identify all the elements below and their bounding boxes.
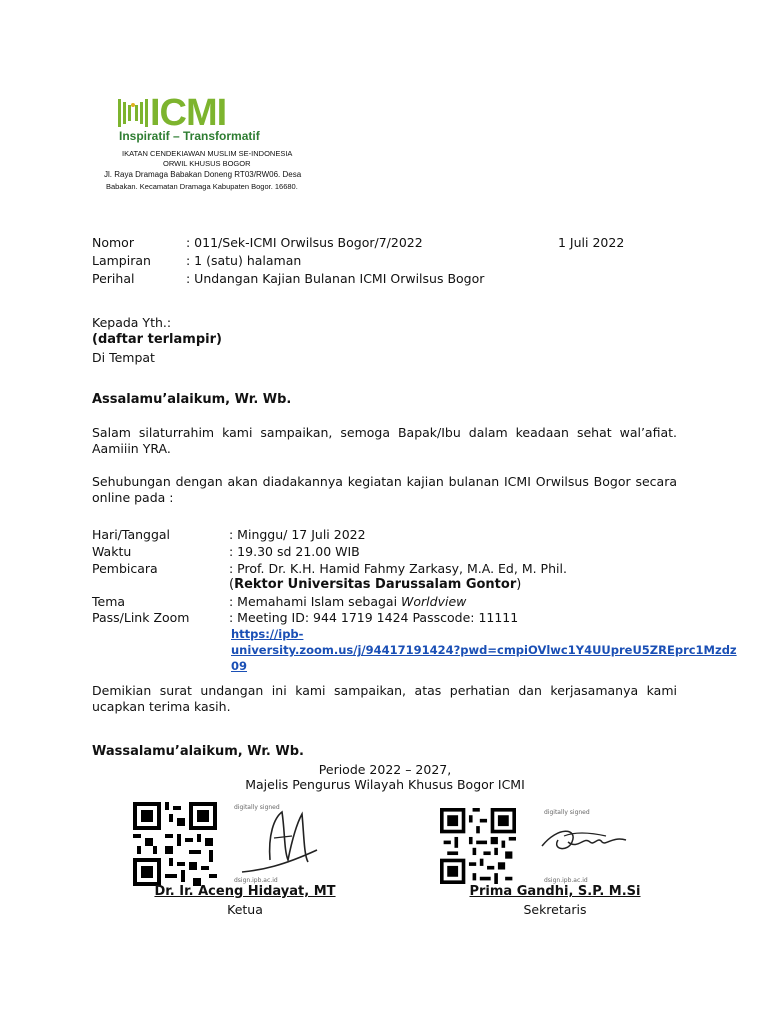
paragraph-intro: Sehubungan dengan akan diadakannya kegiatan kajian bulanan ICMI Orwilsus Bogor secara online pada :	[92, 474, 677, 505]
tema-label: Tema	[92, 594, 126, 609]
lampiran-label: Lampiran	[92, 253, 151, 268]
signer-role-ketua: Ketua	[227, 902, 263, 917]
qr-code-ketua	[133, 802, 217, 890]
recipient-list: (daftar terlampir)	[92, 332, 222, 347]
council-line: Majelis Pengurus Wilayah Khusus Bogor ICMI	[245, 777, 525, 792]
hari-value: : Minggu/ 17 Juli 2022	[229, 527, 366, 542]
zoom-link-line-3[interactable]: 09	[231, 659, 248, 673]
opening-greeting: Assalamu’alaikum, Wr. Wb.	[92, 392, 292, 407]
period-line: Periode 2022 – 2027,	[318, 762, 452, 777]
icmi-logo-text: ICMI	[150, 92, 227, 134]
org-branch: ORWIL KHUSUS BOGOR	[163, 159, 251, 168]
closing-greeting: Wassalamu’alaikum, Wr. Wb.	[92, 744, 304, 759]
recipient-place: Di Tempat	[92, 350, 155, 365]
pembicara-value: : Prof. Dr. K.H. Hamid Fahmy Zarkasy, M.A. Ed, M. Phil.	[229, 561, 567, 576]
paragraph-closing: Demikian surat undangan ini kami sampaikan, atas perhatian dan kerjasamanya kami ucapkan terima kasih.	[92, 683, 677, 714]
nomor-value: : 011/Sek-ICMI Orwilsus Bogor/7/2022	[186, 235, 423, 250]
hari-label: Hari/Tanggal	[92, 527, 171, 542]
stamp-top-sekretaris: digitally signed	[544, 809, 590, 816]
signer-name-ketua: Dr. Ir. Aceng Hidayat, MT	[154, 884, 336, 899]
recipient-salutation: Kepada Yth.:	[92, 315, 172, 330]
qr-code-sekretaris	[440, 808, 516, 888]
perihal-label: Perihal	[92, 271, 135, 286]
signer-role-sekretaris: Sekretaris	[523, 902, 587, 917]
stamp-top-ketua: digitally signed	[234, 804, 280, 811]
letter-date: 1 Juli 2022	[558, 235, 625, 250]
tagline: Inspiratif – Transformatif	[119, 129, 260, 143]
address-line-2: Babakan. Kecamatan Dramaga Kabupaten Bogor. 16680.	[106, 182, 298, 191]
zoom-link-line-2[interactable]: university.zoom.us/j/94417191424?pwd=cmpiOVlwc1Y4UUpreU5ZREprc1Mzdz	[231, 643, 737, 657]
zoom-label: Pass/Link Zoom	[92, 610, 190, 625]
lampiran-value: : 1 (satu) halaman	[186, 253, 302, 268]
waktu-label: Waktu	[92, 544, 132, 559]
signer-name-sekretaris: Prima Gandhi, S.P. M.Si	[469, 884, 641, 899]
paragraph-greeting: Salam silaturrahim kami sampaikan, semoga Bapak/Ibu dalam keadaan sehat wal’afiat. Aamiiin YRA.	[92, 425, 677, 456]
icmi-logo-icon	[118, 99, 148, 127]
zoom-meeting-id: : Meeting ID: 944 1719 1424 Passcode: 11111	[229, 610, 519, 625]
nomor-label: Nomor	[92, 235, 134, 250]
pembicara-label: Pembicara	[92, 561, 158, 576]
perihal-value: : Undangan Kajian Bulanan ICMI Orwilsus Bogor	[186, 271, 485, 286]
stamp-bottom-sekretaris: dsign.ipb.ac.id	[544, 877, 588, 884]
zoom-link-line-1[interactable]: https://ipb-	[231, 627, 304, 641]
pembicara-role: (Rektor Universitas Darussalam Gontor)	[229, 577, 522, 592]
stamp-bottom-ketua: dsign.ipb.ac.id	[234, 877, 278, 884]
tema-value: : Memahami Islam sebagai Worldview	[229, 594, 467, 609]
waktu-value: : 19.30 sd 21.00 WIB	[229, 544, 360, 559]
address-line-1: Jl. Raya Dramaga Babakan Doneng RT03/RW06. Desa	[104, 170, 302, 179]
org-name: IKATAN CENDEKIAWAN MUSLIM SE-INDONESIA	[122, 149, 293, 158]
